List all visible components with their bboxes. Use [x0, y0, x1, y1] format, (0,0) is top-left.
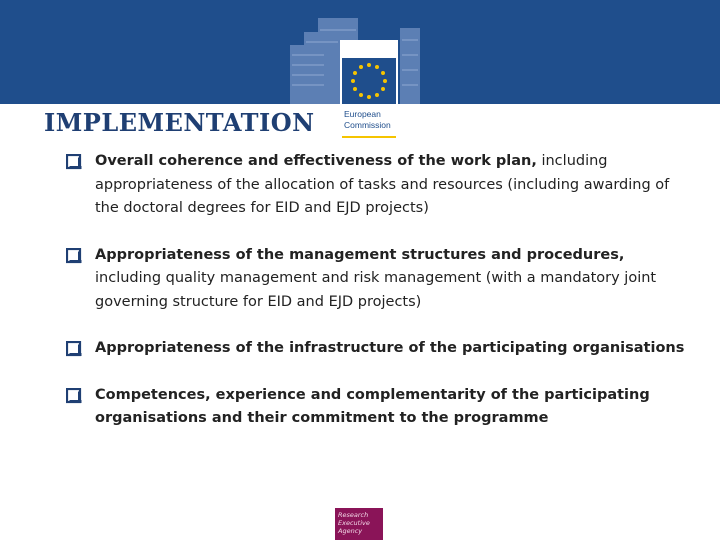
logo-text-line2: Commission: [344, 120, 391, 130]
criteria-list: [66, 150, 686, 431]
research-executive-agency-logo: [335, 508, 383, 540]
checkbox-bullet-icon: [66, 341, 82, 357]
checkbox-bullet-icon: [66, 388, 82, 404]
bullet-bold-text: Appropriateness of the infrastructure of the participating organisations: [95, 340, 685, 356]
badge-line3: Agency: [338, 527, 363, 535]
bullet-bold-text: Appropriateness of the management structures and procedures,: [95, 246, 625, 263]
slide-title: IMPLEMENTATION: [44, 108, 315, 137]
bullet-bold-text: Competences, experience and complementarity of the participating organisations and their commitment to the programme: [95, 386, 650, 426]
list-item: [66, 244, 686, 315]
list-item: [66, 150, 686, 221]
bullet-bold-text: Overall coherence and effectiveness of the work plan,: [95, 153, 537, 169]
logo-text-line1: European: [344, 109, 381, 119]
bullet-text: including quality management and risk management (with a mandatory joint governing structure for EID and EJD projects): [95, 270, 657, 310]
badge-line1: Research: [338, 511, 369, 519]
list-item: [66, 337, 686, 361]
bullet-text: including appropriateness of the allocation of tasks and resources (including awarding of the doctoral degrees for EID and EJD projects): [95, 153, 670, 216]
list-item: [66, 384, 686, 431]
checkbox-bullet-icon: [66, 154, 82, 170]
checkbox-bullet-icon: [66, 248, 82, 264]
badge-line2: Executive: [338, 519, 370, 527]
